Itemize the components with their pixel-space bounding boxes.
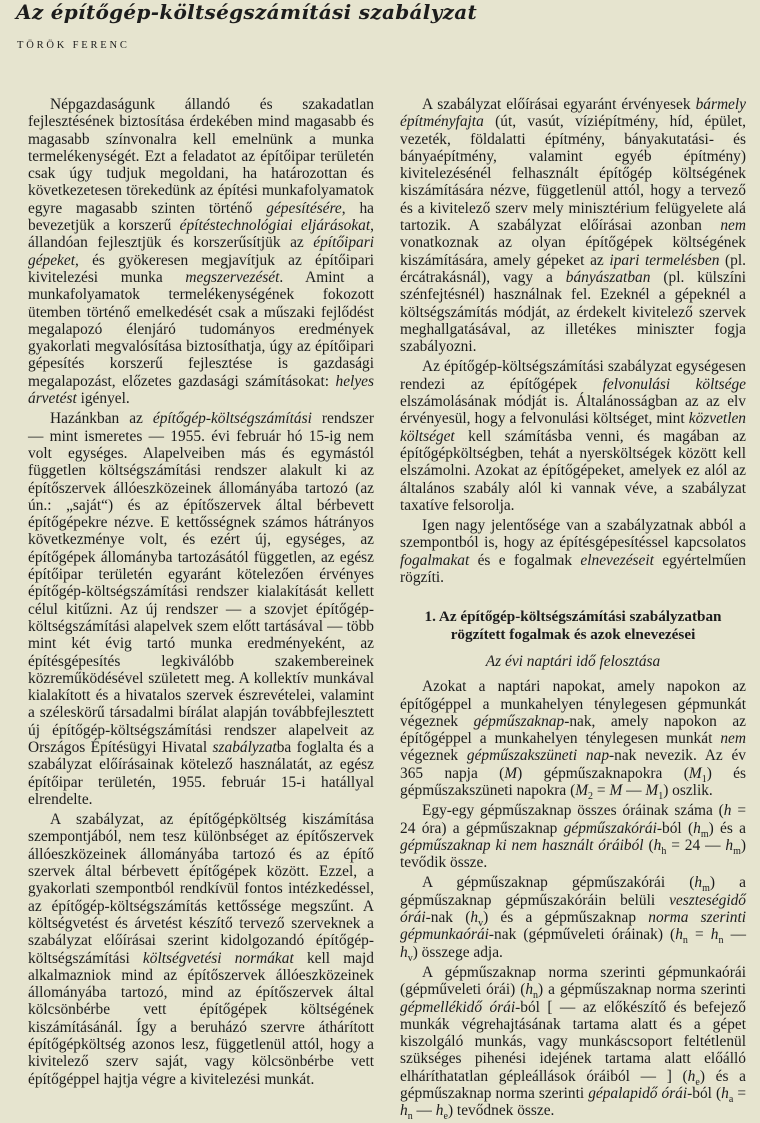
- emphasis: h: [694, 874, 703, 892]
- text-run: Az építőgép-költségszámítási szabályzat egységesen rendezi az építőgépek: [400, 358, 746, 393]
- text-run: Hazánkban az: [50, 410, 153, 428]
- emphasis: h: [435, 1102, 444, 1120]
- text-run: igényel.: [76, 390, 130, 408]
- emphasis: költségvetési normákat: [142, 949, 294, 967]
- text-run: elszámolásának módját is. Általánosságban az az elv érvényesül, hogy a felvonulási költséget, mint: [400, 393, 746, 428]
- emphasis: h: [725, 836, 734, 854]
- emphasis: h: [525, 981, 534, 999]
- text-run: , állandóan fejlesztjük és korszerűsítjük az: [28, 217, 374, 252]
- text-run: ) összege adja.: [412, 943, 503, 961]
- text-run: ) gépműszaknapokra (: [517, 764, 689, 782]
- text-run: Egy-egy gépműszaknap összes óráinak száma (: [422, 802, 724, 820]
- text-run: —: [622, 781, 646, 799]
- left-column: [28, 96, 374, 1091]
- text-run: , és gyökeresen megjavítjuk az építőipari kivitelezési munka: [28, 251, 374, 286]
- emphasis: h: [400, 943, 408, 961]
- emphasis: építőipari gépeket: [28, 234, 374, 269]
- text-run: -nak (: [425, 909, 471, 927]
- emphasis: közvetlen költséget: [400, 410, 746, 445]
- subscript: 2: [588, 791, 594, 803]
- subscript: a: [728, 1094, 734, 1106]
- text-run: ) és a gépműszaknap norma szerinti: [400, 1067, 746, 1103]
- text-run: Igen nagy jelentősége van a szabályzatnak abból a szempontból is, hogy az építésgépesítéssel kapcsolatos: [400, 517, 746, 552]
- emphasis: h: [687, 1067, 696, 1085]
- text-run: A szabályzat előírásai egyaránt érvényesek: [422, 96, 696, 113]
- subscript: m: [702, 883, 710, 895]
- emphasis: építőgép-költségszámítási: [152, 410, 312, 428]
- text-run: végeznek: [400, 747, 467, 765]
- emphasis: gépmellékidő órái: [400, 998, 516, 1016]
- subscript: e: [695, 1076, 700, 1088]
- section-title: 1. Az építőgép-költségszámítási szabályzatban rögzített fogalmak és azok elnevezései: [424, 608, 722, 643]
- article-author: TÖRÖK FERENC: [17, 40, 130, 51]
- emphasis: gépműszakszüneti nap: [466, 747, 610, 765]
- text-run: (út, vasút, víziépítmény, híd, épület, vezeték, földalatti építmény, bányakutatási- és bányaépítmény, valamint egyéb építmény) kivitelezésénél felhasznált építőgép költségének kiszámítására nézve, függetlenül attól, hogy a tervező és a kivitelező szerv mely minisztérium felügyelete alá tartozik. A szabályzat előírásai azonban: [400, 113, 746, 235]
- emphasis: helyes árvetést: [28, 372, 374, 408]
- text-run: —: [723, 926, 746, 944]
- text-run: -ból [ — az előkészítő és befejező munkák végrehajtásának tartama alatt és a gépet kiszolgáló munkás, vagy munkáscsoport feltétlenül szükséges pihenési idejének tartama alatt előálló elháríthatatlan gépleállások óráiból — ] (: [400, 998, 746, 1085]
- text-run: kell számításba venni, és magában az építőgépköltségben, tehát a nyersköltségek között kell elszámolni. Azokat az építőgépeket, amelyek ez alól az általános szabály alól ki vannak véve, a szabályzat taxatíve felsorolja.: [400, 427, 746, 514]
- right-column: [400, 96, 746, 1123]
- emphasis: h: [470, 909, 479, 927]
- emphasis: megszervezését: [185, 268, 280, 286]
- emphasis: bármely építményfajta: [400, 96, 746, 131]
- emphasis: elnevezéseit: [580, 551, 654, 569]
- text-run: =: [733, 1085, 747, 1103]
- emphasis: építéstechnológiai eljárásokat: [179, 217, 371, 235]
- subsection-title: Az évi naptári idő felosztása: [485, 652, 661, 670]
- emphasis: gépműszaknap: [473, 712, 565, 730]
- emphasis: h: [675, 926, 683, 944]
- emphasis: felvonulási költsége: [602, 375, 747, 393]
- text-run: ) tevődik össze.: [400, 836, 746, 872]
- emphasis: h: [710, 926, 719, 944]
- subscript: n: [533, 990, 539, 1002]
- emphasis: h: [400, 1102, 408, 1120]
- text-run: ) a gépműszaknap norma szerinti: [538, 981, 746, 999]
- subscript: 1: [658, 791, 664, 803]
- text-run: Azokat a naptári napokat, amely napokon az építőgéppel a munkahelyen ténylegesen gépmunkát végeznek: [400, 678, 746, 730]
- paragraph: [28, 410, 374, 808]
- subscript: v: [407, 952, 413, 964]
- subscript: e: [443, 1111, 448, 1123]
- subscript: n: [682, 935, 688, 947]
- text-run: , ha bevezetjük a korszerű: [28, 199, 374, 235]
- text-run: = 24 óra) a gépműszaknap: [400, 802, 747, 837]
- paragraph: [400, 517, 746, 586]
- text-run: ) oszlik.: [663, 781, 713, 799]
- text-run: -ból (: [656, 819, 694, 837]
- emphasis: veszteségidő órái: [400, 891, 746, 927]
- text-run: ) és a: [708, 819, 746, 837]
- emphasis: h: [721, 1085, 729, 1103]
- paragraph: [400, 96, 746, 355]
- emphasis: h: [653, 836, 662, 854]
- emphasis: gépműszakórái: [563, 819, 657, 837]
- emphasis: M: [504, 764, 518, 782]
- paragraph: [400, 678, 747, 803]
- text-run: —: [412, 1102, 436, 1120]
- paragraph: [400, 358, 746, 514]
- emphasis: M: [688, 764, 702, 782]
- emphasis: bányászatban: [565, 268, 651, 286]
- text-run: ) és gépműszakszüneti napokra (: [400, 764, 747, 799]
- text-run: -nak (gépműveleti óráinak) (: [488, 926, 676, 944]
- text-run: Népgazdaságunk állandó és szakadatlan fejlesztésének biztosítása érdekében mind magasabb és magasabb színvonalra kell emelnünk a munka termelékenységét. Ezt a feladatot az építőipar területén csak úgy tudjuk megoldani, ha határozottan és következetesen törekedünk az építési munkafolyamatok egyre magasabb szinten történő: [28, 96, 374, 217]
- text-run: -ból (: [687, 1085, 722, 1103]
- emphasis: M: [575, 781, 589, 799]
- emphasis: M: [645, 781, 659, 799]
- text-run: egyértelműen rögzíti.: [400, 551, 746, 587]
- paragraph: [400, 802, 746, 871]
- text-run: (pl. külszíni szénfejtésnél) használnak fel. Ezeknél a gépeknél a költségszámítás módját, az érdekelt kivitelező szervek meghallgatásával, az illetékes miniszter fogja szabályozni.: [400, 268, 747, 356]
- paragraph: [400, 963, 747, 1123]
- subscript: m: [733, 845, 741, 857]
- text-run: -nak nevezik. Az év 365 napja (: [400, 747, 746, 782]
- paragraph: [28, 96, 374, 407]
- text-run: ) tevődnek össze.: [447, 1102, 555, 1120]
- emphasis: ipari termelésben: [609, 251, 720, 269]
- emphasis: gépalapidő órái: [588, 1085, 688, 1103]
- text-run: A gépműszaknap gépműszakórái (: [422, 874, 695, 892]
- text-run: =: [687, 926, 711, 944]
- subscript: n: [718, 935, 724, 947]
- subscript: v: [478, 918, 484, 930]
- subscript: h: [661, 845, 667, 857]
- text-run: =: [593, 781, 610, 799]
- paragraph: [400, 874, 746, 964]
- text-run: = 24 —: [666, 836, 726, 854]
- emphasis: gépműszaknap ki nem használt óráiból: [400, 836, 644, 854]
- paragraph: [28, 811, 374, 1088]
- text-run: (pl. ércátrakásnál), vagy a: [400, 251, 747, 286]
- text-run: ) a gépműszaknap gépműszakóráin belüli: [400, 874, 746, 909]
- emphasis: h: [723, 802, 732, 820]
- subscript: n: [407, 1111, 413, 1123]
- emphasis: nem: [720, 217, 746, 235]
- text-run: -nak, amely napokon az építőgéppel a munkahelyen ténylegesen munkát: [400, 712, 746, 748]
- article-title: Az építőgép-költségszámítási szabályzat: [16, 0, 478, 24]
- emphasis: szabályzat: [212, 738, 277, 756]
- text-run: ba foglalta és a szabályzat előírásainak kötelező használatát, az egész építőipar területén, 1955. február 15-i hatállyal elrendelte.: [28, 738, 375, 808]
- emphasis: gépesítésére: [266, 199, 342, 217]
- emphasis: nem: [720, 730, 746, 748]
- text-run: (: [643, 836, 654, 854]
- emphasis: norma szerinti gépmunkaórái: [400, 909, 746, 944]
- text-run: rendszer — mint ismeretes — 1955. évi február hó 15-ig nem volt egységes. Alapelveiben más és egymástól független költségszámítási rendszer alakult ki az építőszervek állóeszközeinek állományába tartozó (az ún.: „saját“) és az építőszervek által bérbevett építőgépekre nézve. E kettősségnek számos hátrányos következménye volt, és ezért új, egységes, az építőgépek állományba tartozásától független, az egész építőipar területén egyaránt kötelezően érvényes építőgép-költségszámítási rendszer kialakítását kellett célul kitűzni. Az új rendszer — a szovjet építőgép-költségszámítási alapelvek szem előtt tartásával — több mint két évig tartó munka eredményeként, az építésgépesítés legkiválóbb szakembereinek közreműködésével született meg. A kollektív munkával kialakított és a hivatalos szervek észrevételei, valamint a széleskörű társadalmi bírálat alapján továbbfejlesztett új építőgép-költségszámítási rendszer alapelveit az Országos Építésügyi Hivatal: [28, 410, 374, 756]
- text-run: vonatkoznak az olyan építőgépek költségének kiszámítására, amely gépeket az: [400, 234, 746, 269]
- text-run: A szabályzat, az építőgépköltség kiszámítása szempontjából, nem tesz különbséget az építőszervek állóeszközeinek állományába tartozó és az építő szervek által bérbevett építőgépek között. Ezzel, a gyakorlati szempontból rendkívül fontos intézkedéssel, az építőgép-költségszámítás kettőssége megszűnt. A költségvetést és árvetést készítő tervező szerveknek a szabályzat előírásai szerint kidolgozandó építőgép-költségszámítási: [28, 811, 374, 967]
- text-run: kell majd alkalmazniok mind az építőszervek állóeszközeinek állományába tartozó, mind az építőszervek által kölcsönbérbe vett építőgépek költségének kiszámításánál. Így a beruházó szervre áthárított építőgépköltség azonos lesz, függetlenül attól, hogy a kivitelező szerv saját, vagy kölcsönbérbe vett építőgéppel hajtja végre a kivitelezési munkát.: [28, 949, 374, 1088]
- subscript: 1: [701, 773, 707, 785]
- text-run: A gépműszaknap norma szerinti gépmunkaórái (gépműveleti órái) (: [400, 963, 746, 999]
- emphasis: M: [609, 781, 623, 799]
- text-run: . Amint a munkafolyamatok termelékenységének fokozott ütemben történő emelkedését csak a műszaki fejlődést megalapozó élenjáró tudományos eredmények gyakorlati megvalósítása biztosíthatja, úgy az építőipari gépesítés korszerű fejlesztése is gazdasági megalapozást, előzetes gazdasági számításokat:: [28, 268, 374, 390]
- emphasis: fogalmakat: [400, 551, 470, 569]
- subscript: m: [700, 828, 709, 840]
- text-run: ) és a gépműszaknap: [483, 909, 649, 927]
- text-run: és e fogalmak: [469, 551, 581, 569]
- emphasis: h: [693, 819, 701, 837]
